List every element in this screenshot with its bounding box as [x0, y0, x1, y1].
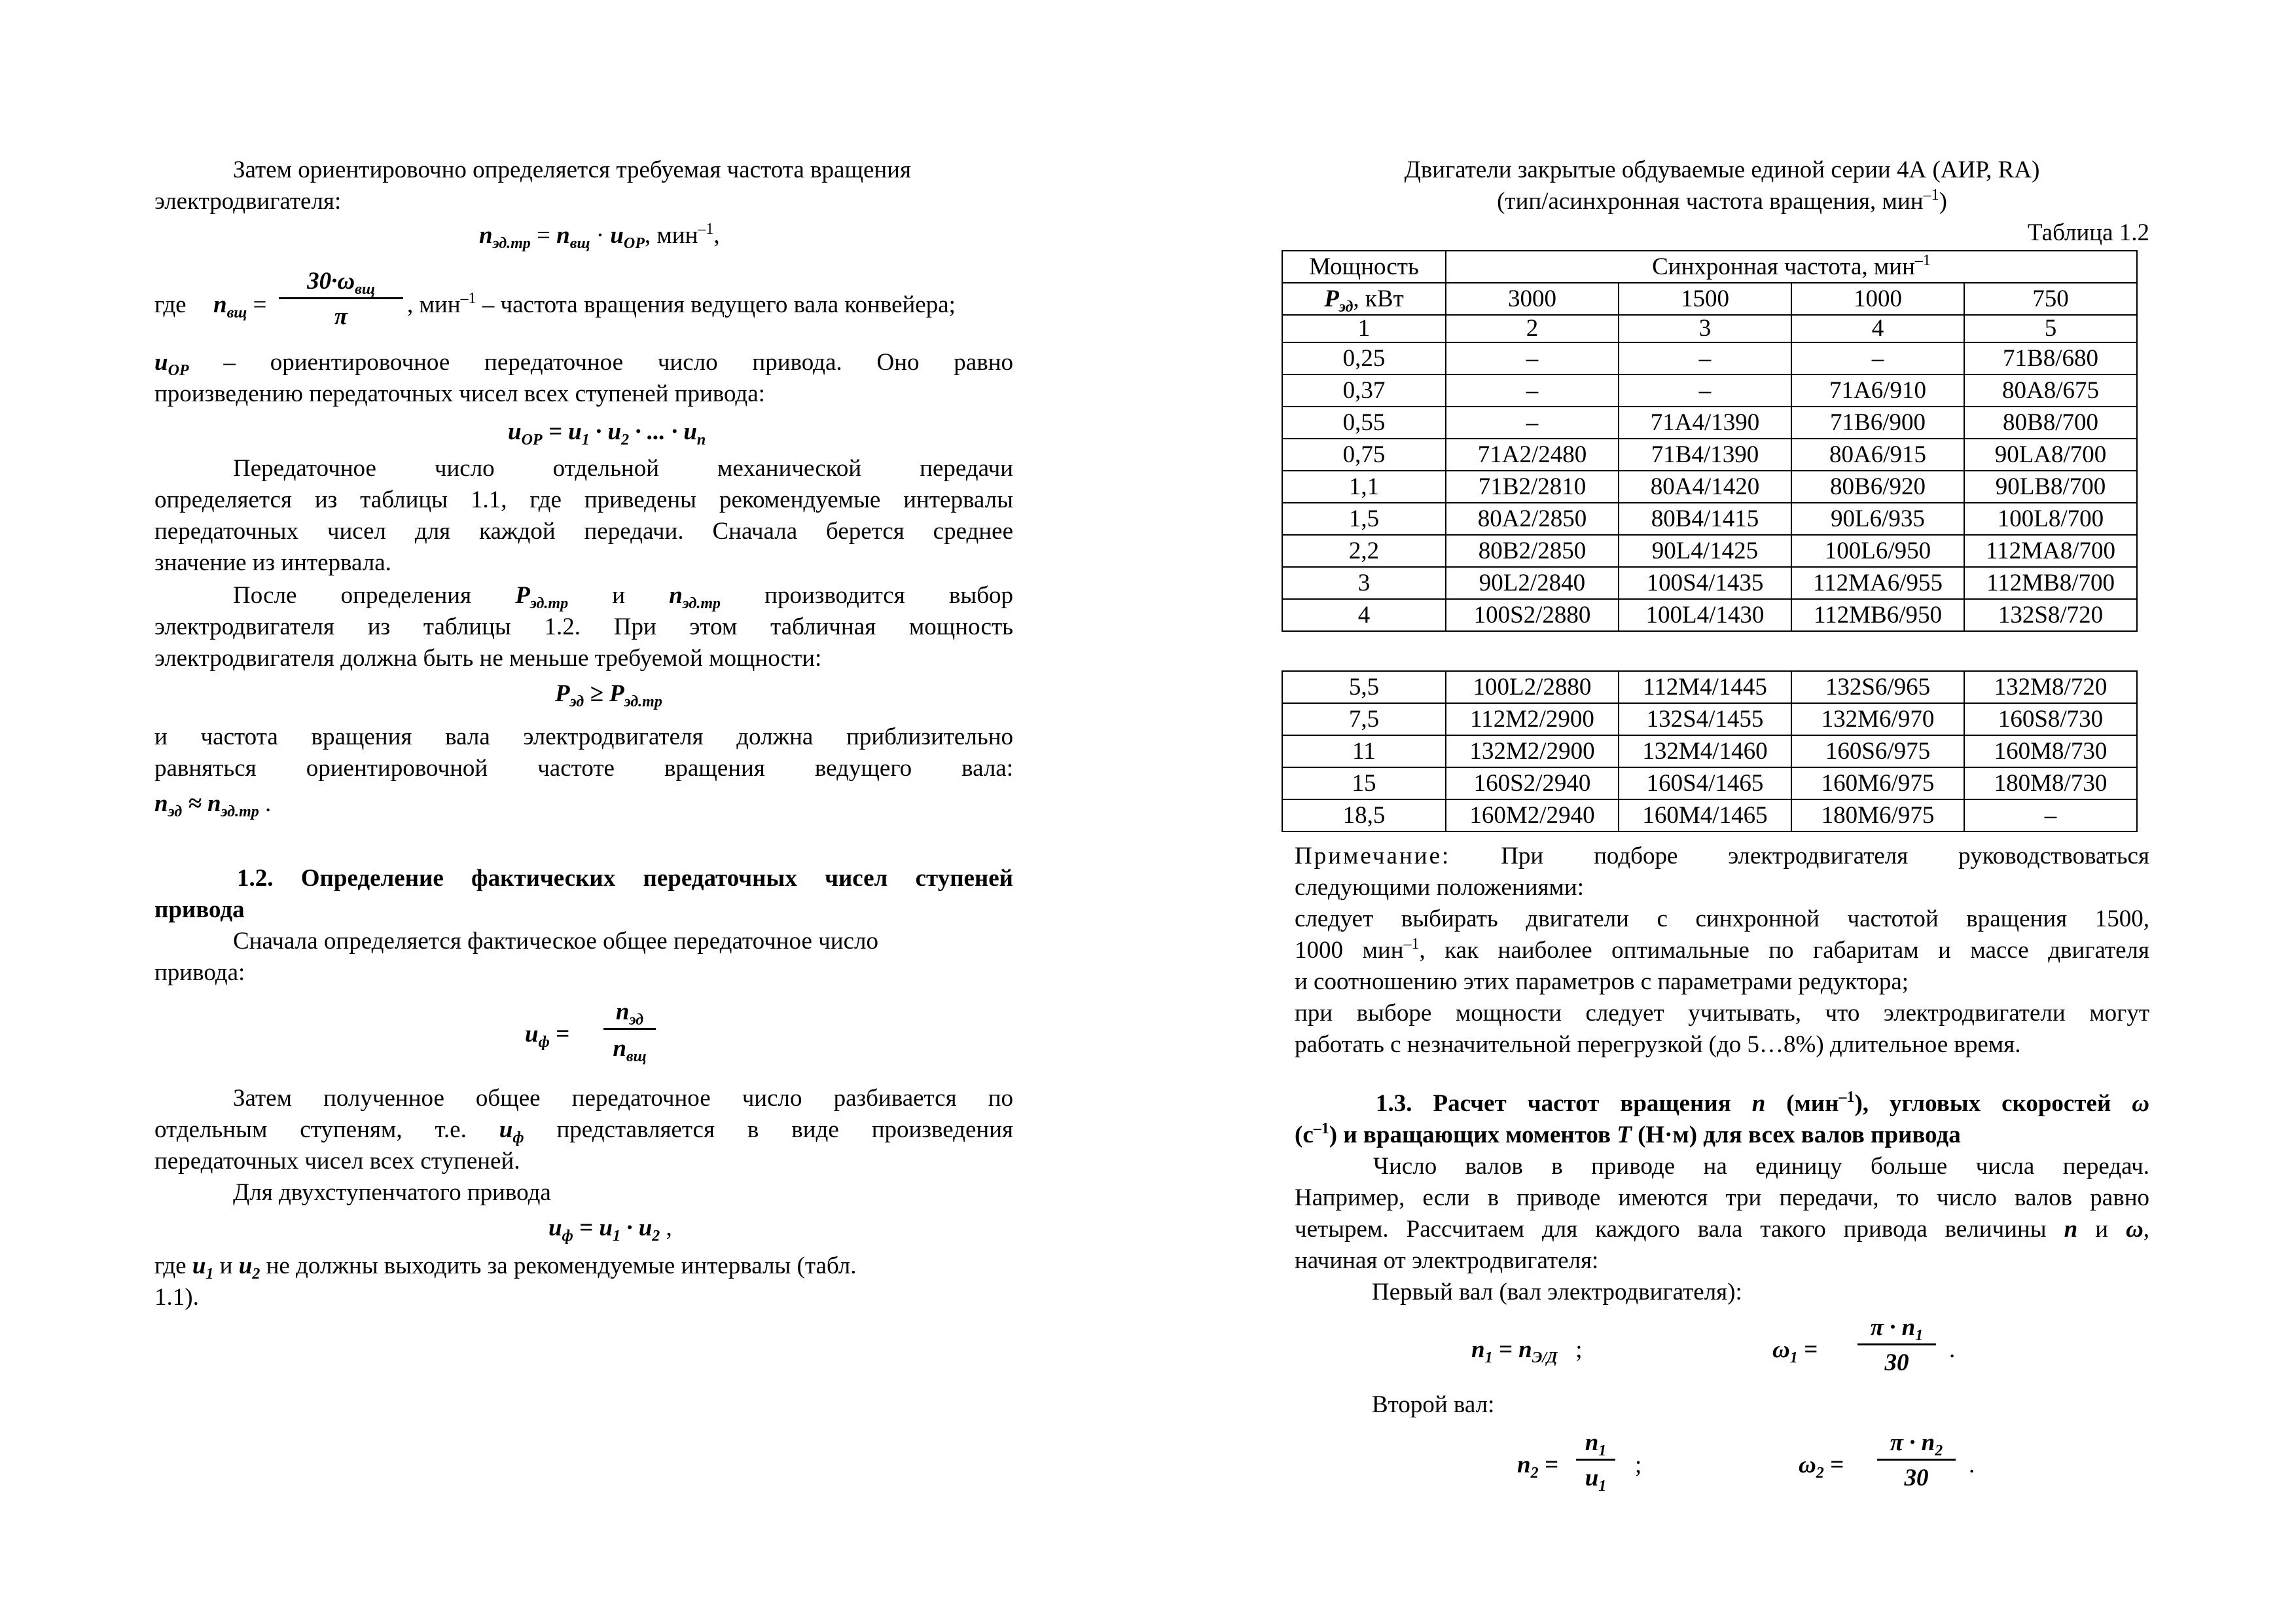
motor-cell: 90L4/1425 [1619, 535, 1791, 567]
table-column-numbers [1282, 315, 2137, 342]
motor-cell: 80A6/915 [1791, 439, 1964, 471]
header-speed-750: 750 [1964, 283, 2137, 315]
header-speed-1500: 1500 [1619, 283, 1791, 315]
col-num: 3 [1619, 315, 1791, 342]
header-sync-speed: Синхронная частота, мин$^{-1}$ [1446, 251, 2137, 283]
header-speed-3000: 3000 [1446, 283, 1619, 315]
formula-actual-ratio: $u_ф$ = $n_{эд}$ $n_{вщ}$ [525, 996, 682, 1075]
formula-required-speed: $n_{эд.тр} = n_{вщ} \cdot u_{OP}$, мин$^{-1}$, [479, 221, 720, 252]
note-line-6: при выборе мощности следует учитывать, что электродвигатели могут [1295, 1000, 2149, 1027]
motor-cell: 132S8/720 [1964, 599, 2137, 631]
power-cell: 15 [1282, 767, 1446, 799]
table-subtitle: (тип/асинхронная частота вращения, мин$^{-1}$) [1497, 187, 1947, 215]
motor-cell: 71A6/910 [1791, 374, 1964, 407]
header-speed-1000: 1000 [1791, 283, 1964, 315]
motor-cell: 71B6/900 [1791, 407, 1964, 439]
motor-cell: 71B2/2810 [1446, 471, 1619, 503]
note-line-4: 1000 мин$^{-1}$, как наиболее оптимальные по габаритам и массе двигателя [1295, 936, 2150, 964]
table-title: Двигатели закрытые обдуваемые единой серии 4А (АИР, RA) [1404, 156, 2040, 183]
power-cell: 0,25 [1282, 342, 1446, 374]
table-header-row [1282, 251, 2137, 283]
power-cell: 2,2 [1282, 535, 1446, 567]
motor-cell: 100L4/1430 [1619, 599, 1791, 631]
motor-cell: 71A4/1390 [1619, 407, 1791, 439]
motor-cell: 112MB8/700 [1964, 567, 2137, 599]
motor-cell: 80A8/675 [1964, 374, 2137, 407]
motor-cell: 132M6/970 [1791, 703, 1964, 735]
paragraph-9-cont: 1.1). [154, 1284, 199, 1311]
paragraph-5-line-2: равняться ориентировочной частоте вращения ведущего вала: [154, 755, 1013, 782]
paragraph-4-line-2: электродвигателя из таблицы 1.2. При этом табличная мощность [154, 613, 1013, 640]
motor-cell: 71B4/1390 [1619, 439, 1791, 471]
table-row [1282, 735, 2137, 767]
motor-cell: 160M6/975 [1791, 767, 1964, 799]
motor-cell: 132M4/1460 [1619, 735, 1791, 767]
note-line-3: следует выбирать двигатели с синхронной частотой вращения 1500, [1295, 905, 2149, 932]
motor-cell: 71B8/680 [1964, 342, 2137, 374]
paragraph-6: Сначала определяется фактическое общее передаточное число [233, 928, 878, 955]
formula-power-condition: $P_{эд} \ge P_{эд.тр}$ [555, 680, 662, 710]
motor-cell: 160S6/975 [1791, 735, 1964, 767]
motor-cell: 100S2/2880 [1446, 599, 1619, 631]
table-row [1282, 703, 2137, 735]
paragraph-7: Затем полученное общее передаточное число разбивается по [233, 1085, 1013, 1112]
motor-cell: 160M4/1465 [1619, 799, 1791, 831]
table-row [1282, 671, 2137, 703]
paragraph-shafts-line-3: четырем. Рассчитаем для каждого вала такого привода величины n и ω, [1295, 1216, 2150, 1243]
table-row [1282, 799, 2137, 831]
power-cell: 4 [1282, 599, 1446, 631]
formula-shaft-2: $n_2$ = $n_1$ $u_1$ ; $\omega_2$ = $\pi \cdot n_2$ 30 . [1295, 1425, 2149, 1510]
motor-cell: 80A2/2850 [1446, 503, 1619, 535]
motor-cell: 160S2/2940 [1446, 767, 1619, 799]
table-row [1282, 471, 2137, 503]
power-cell: 7,5 [1282, 703, 1446, 735]
motor-cell: 100L8/700 [1964, 503, 2137, 535]
motor-cell: 160M8/730 [1964, 735, 2137, 767]
motor-cell: 132M2/2900 [1446, 735, 1619, 767]
shaft-1-label: Первый вал (вал электродвигателя): [1372, 1279, 1742, 1305]
motor-cell: 132S6/965 [1791, 671, 1964, 703]
power-cell: 3 [1282, 567, 1446, 599]
header-power-symbol: $P_{эд}$, кВт [1282, 283, 1446, 315]
paragraph-shafts-line-4: начиная от электродвигателя: [1295, 1247, 1599, 1274]
motor-cell: 90LB8/700 [1964, 471, 2137, 503]
motor-cell: 112MA8/700 [1964, 535, 2137, 567]
motor-cell: 80B6/920 [1791, 471, 1964, 503]
section-heading-1-3: 1.3. Расчет частот вращения n (мин$^{-1}$), угловых скоростей ω [1376, 1089, 2150, 1117]
motor-cell: 100L2/2880 [1446, 671, 1619, 703]
table-row [1282, 374, 2137, 407]
motor-table-bottom [1282, 670, 2138, 832]
table-row [1282, 342, 2137, 374]
power-cell: 0,55 [1282, 407, 1446, 439]
power-cell: 0,37 [1282, 374, 1446, 407]
uop-definition-cont: произведению передаточных чисел всех ступеней привода: [154, 380, 765, 407]
formula-uop-product: $u_{OP} = u_1 \cdot u_2$ · ... · $u_n$ [508, 418, 706, 448]
motor-cell: 80A4/1420 [1619, 471, 1791, 503]
motor-cell: 180M8/730 [1964, 767, 2137, 799]
table-header-row-2 [1282, 283, 2137, 315]
col-num: 1 [1282, 315, 1446, 342]
motor-cell: 80B8/700 [1964, 407, 2137, 439]
table-row [1282, 407, 2137, 439]
motor-cell: 132S4/1455 [1619, 703, 1791, 735]
motor-table-top [1282, 250, 2138, 632]
motor-cell: – [1446, 342, 1619, 374]
motor-cell: – [1791, 342, 1964, 374]
motor-cell: 160M2/2940 [1446, 799, 1619, 831]
note-line-1: Примечание: При подборе электродвигателя руководствоваться [1295, 843, 2150, 869]
power-cell: 1,5 [1282, 503, 1446, 535]
motor-cell: 71A2/2480 [1446, 439, 1619, 471]
power-cell: 1,1 [1282, 471, 1446, 503]
formula-two-stage: $u_ф = u_1 \cdot u_2$ , [548, 1214, 672, 1245]
col-num: 4 [1791, 315, 1964, 342]
motor-cell: 80B4/1415 [1619, 503, 1791, 535]
motor-cell: 160S4/1465 [1619, 767, 1791, 799]
table-row [1282, 503, 2137, 535]
motor-cell: – [1446, 407, 1619, 439]
power-cell: 5,5 [1282, 671, 1446, 703]
col-num: 2 [1446, 315, 1619, 342]
section-heading-1-2-cont: привода [154, 896, 245, 923]
motor-cell: 90L2/2840 [1446, 567, 1619, 599]
paragraph-3-line-3: передаточных чисел для каждой передачи. Сначала берется среднее [154, 518, 1013, 545]
motor-cell: 160S8/730 [1964, 703, 2137, 735]
paragraph-5: и частота вращения вала электродвигателя должна приблизительно [154, 723, 1013, 750]
table-row [1282, 439, 2137, 471]
section-heading-1-3-cont: $(с^{-1})$ и вращающих моментов T (Н·м) для всех валов привода [1295, 1120, 1961, 1148]
motor-cell: 90L6/935 [1791, 503, 1964, 535]
note-line-2: следующими положениями: [1295, 874, 1585, 901]
motor-cell: 80B2/2850 [1446, 535, 1619, 567]
formula-shaft-1: $n_1 = n_{Э/Д}$ ; $\omega_1$ = $\pi \cdot n_1$ 30 . [1295, 1312, 2149, 1391]
paragraph-3-line-4: значение из интервала. [154, 549, 391, 576]
motor-cell: 112M2/2900 [1446, 703, 1619, 735]
uop-definition: $u_{OP}$ – ориентировочное передаточное число привода. Оно равно [154, 349, 1013, 379]
paragraph-4-line-3: электродвигателя должна быть не меньше требуемой мощности: [154, 645, 822, 672]
shaft-2-label: Второй вал: [1372, 1391, 1495, 1418]
table-label: Таблица 1.2 [2028, 219, 2149, 246]
motor-cell: 180M6/975 [1791, 799, 1964, 831]
power-cell: 11 [1282, 735, 1446, 767]
paragraph-9: где $u_1$ и $u_2$ не должны выходить за рекомендуемые интервалы (табл. [154, 1252, 857, 1283]
motor-cell: 112M4/1445 [1619, 671, 1791, 703]
section-heading-1-2: 1.2. Определение фактических передаточных чисел ступеней [237, 865, 1013, 892]
motor-cell: 112MB6/950 [1791, 599, 1964, 631]
motor-cell: 100L6/950 [1791, 535, 1964, 567]
formula-drive-shaft-speed: где $n_{вщ}$ = $30\cdot\omega_{вщ}$ π , мин$^{-1}$ – частота вращения ведущего вала конвейера; [154, 266, 1013, 338]
paragraph-4: После определения $P_{эд.тр}$ и $n_{эд.тр}$ производится выбор [233, 582, 1014, 612]
table-row [1282, 567, 2137, 599]
motor-cell: – [1619, 342, 1791, 374]
col-num: 5 [1964, 315, 2137, 342]
paragraph-3: Передаточное число отдельной механической передачи [233, 455, 1013, 482]
paragraph-shafts: Число валов в приводе на единицу больше числа передач. [1373, 1153, 2149, 1180]
power-cell: 0,75 [1282, 439, 1446, 471]
table-row [1282, 767, 2137, 799]
note-line-5: и соотношению этих параметров с параметрами редуктора; [1295, 968, 1909, 995]
power-cell: 18,5 [1282, 799, 1446, 831]
table-row [1282, 599, 2137, 631]
paragraph-3-line-2: определяется из таблицы 1.1, где приведены рекомендуемые интервалы [154, 486, 1013, 513]
motor-cell: 112MA6/955 [1791, 567, 1964, 599]
motor-cell: – [1964, 799, 2137, 831]
motor-cell: 90LA8/700 [1964, 439, 2137, 471]
paragraph-7-line-2: отдельным ступеням, т.е. $u_ф$ представляется в виде произведения [154, 1116, 1014, 1146]
paragraph-7-line-3: передаточных чисел всех ступеней. [154, 1148, 520, 1175]
motor-cell: – [1446, 374, 1619, 407]
paragraph-shafts-line-2: Например, если в приводе имеются три передачи, то число валов равно [1295, 1184, 2149, 1211]
table-row [1282, 535, 2137, 567]
motor-cell: 100S4/1435 [1619, 567, 1791, 599]
formula-speed-approx: $n_{эд} \approx n_{эд.тр}$ . [154, 790, 272, 820]
paragraph-8: Для двухступенчатого привода [233, 1179, 551, 1206]
note-line-7: работать с незначительной перегрузкой (до 5…8%) длительное время. [1295, 1031, 2021, 1058]
motor-cell: 132M8/720 [1964, 671, 2137, 703]
paragraph-1-cont: электродвигателя: [154, 188, 342, 215]
paragraph-6-cont: привода: [154, 959, 245, 986]
paragraph-1: Затем ориентировочно определяется требуемая частота вращения [233, 156, 911, 183]
motor-cell: – [1619, 374, 1791, 407]
header-power: Мощность [1282, 251, 1446, 283]
